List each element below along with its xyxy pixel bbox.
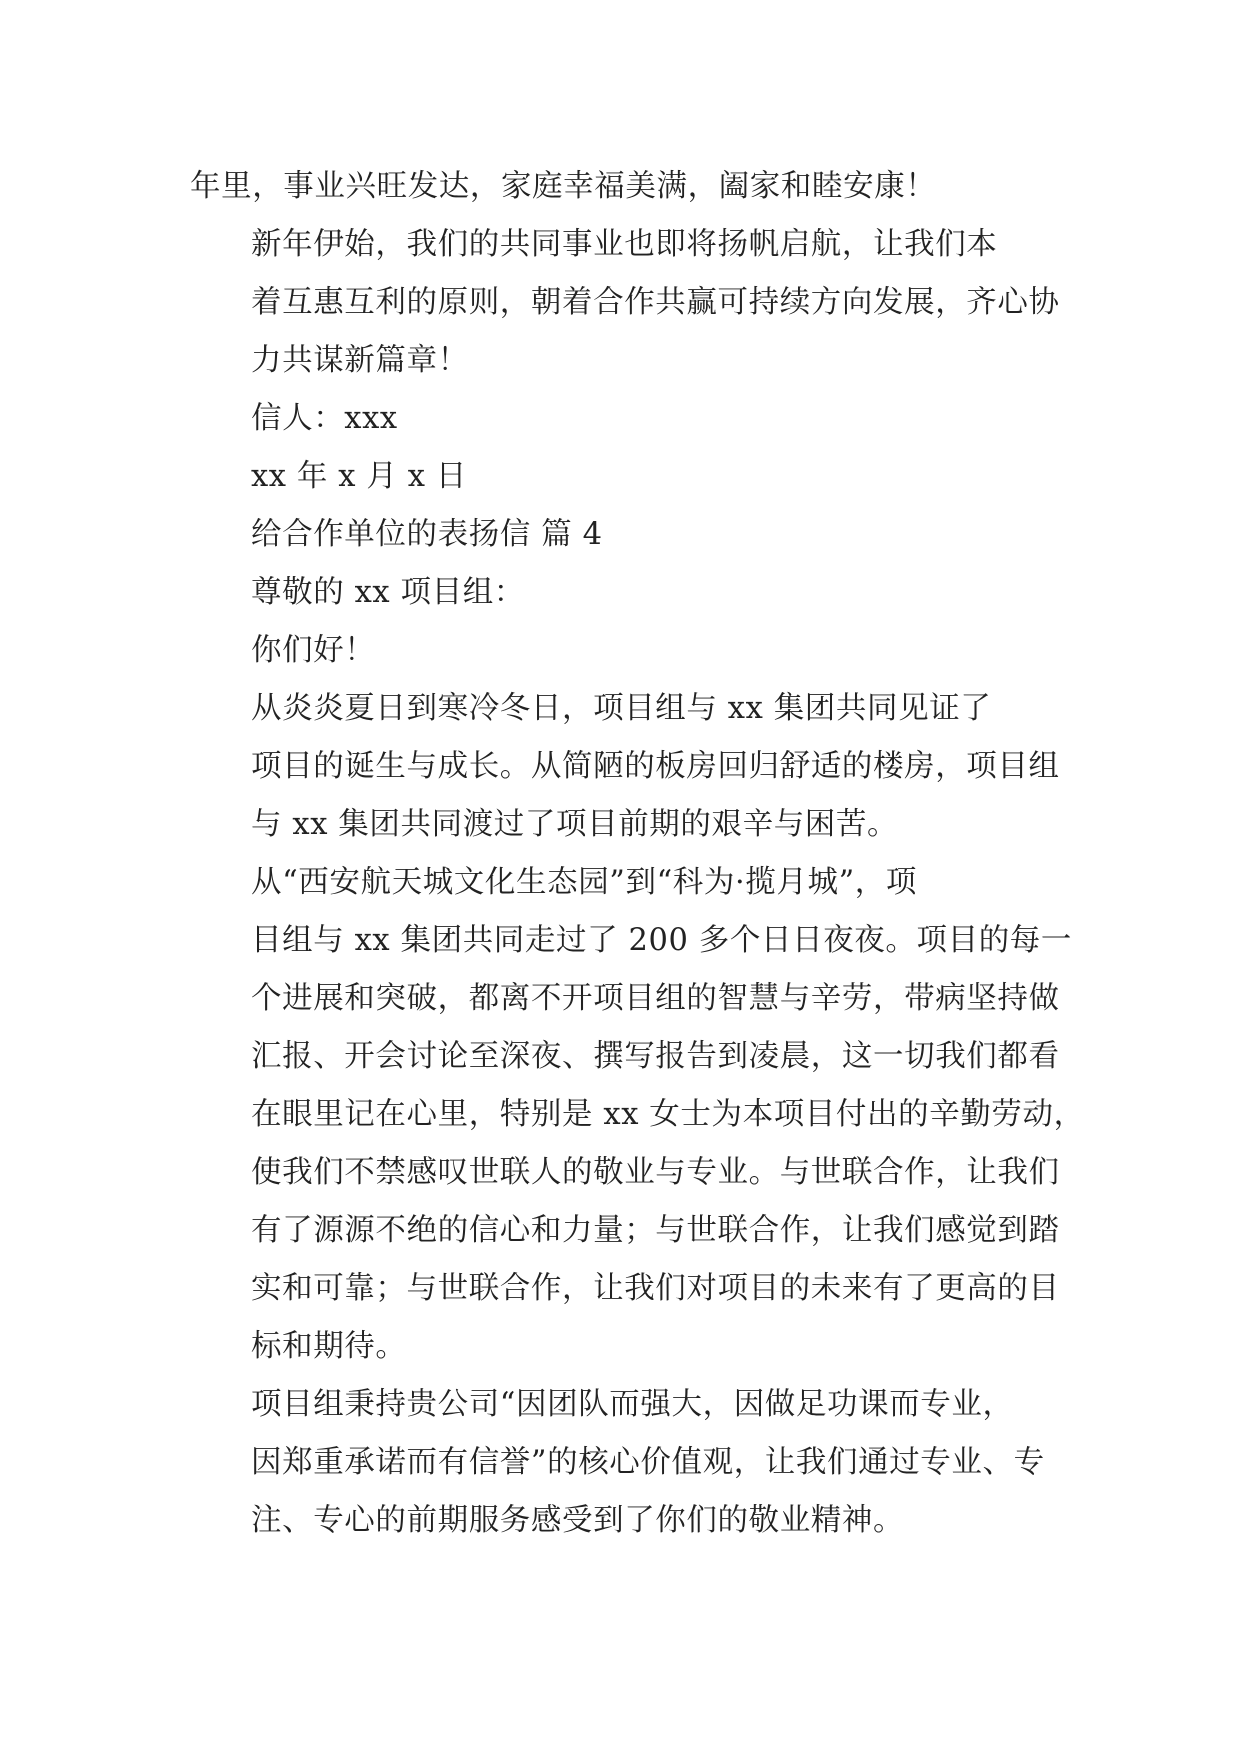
paragraph bbox=[190, 448, 1052, 506]
paragraph bbox=[190, 158, 1052, 216]
text-line: 有了源源不绝的信心和力量；与世联合作，让我们感觉到踏 bbox=[251, 1213, 1060, 1248]
text-line: 从“西安航天城文化生态园”到“科为·揽月城”，项 bbox=[251, 865, 917, 900]
text-line: 力共谋新篇章！ bbox=[251, 343, 469, 378]
text-line: 与 xx 集团共同渡过了项目前期的艰辛与困苦。 bbox=[251, 807, 899, 842]
paragraph bbox=[190, 680, 1060, 854]
paragraph bbox=[190, 506, 1052, 564]
text-line: 年里，事业兴旺发达，家庭幸福美满，阖家和睦安康！ bbox=[190, 169, 937, 204]
paragraph bbox=[190, 390, 1052, 448]
text-line: 新年伊始，我们的共同事业也即将扬帆启航，让我们本 bbox=[251, 227, 998, 262]
text-line: 项目组秉持贵公司“因团队而强大，因做足功课而专业， bbox=[251, 1387, 1014, 1422]
text-line: 信人：xxx bbox=[251, 401, 398, 436]
text-line: 目组与 xx 集团共同走过了 200 多个日日夜夜。项目的每一 bbox=[251, 923, 1072, 958]
paragraph bbox=[190, 564, 1052, 622]
document-body bbox=[190, 158, 1085, 1550]
text-line: 注、专心的前期服务感受到了你们的敬业精神。 bbox=[251, 1503, 905, 1538]
text-line: 因郑重承诺而有信誉”的核心价值观，让我们通过专业、专 bbox=[251, 1445, 1045, 1480]
text-line: 在眼里记在心里，特别是 xx 女士为本项目付出的辛勤劳动， bbox=[251, 1097, 1085, 1132]
text-line: 着互惠互利的原则，朝着合作共赢可持续方向发展，齐心协 bbox=[251, 285, 1060, 320]
text-line: 从炎炎夏日到寒冷冬日，项目组与 xx 集团共同见证了 bbox=[251, 691, 992, 726]
text-line: 标和期待。 bbox=[251, 1329, 407, 1364]
text-line: 汇报、开会讨论至深夜、撰写报告到凌晨，这一切我们都看 bbox=[251, 1039, 1060, 1074]
paragraph bbox=[190, 216, 1060, 390]
text-line: 使我们不禁感叹世联人的敬业与专业。与世联合作，让我们 bbox=[251, 1155, 1060, 1190]
text-line: 项目的诞生与成长。从简陋的板房回归舒适的楼房，项目组 bbox=[251, 749, 1060, 784]
text-line: xx 年 x 月 x 日 bbox=[251, 459, 467, 494]
paragraph bbox=[190, 854, 1085, 1376]
text-line: 个进展和突破，都离不开项目组的智慧与辛劳，带病坚持做 bbox=[251, 981, 1060, 1016]
text-line: 实和可靠；与世联合作，让我们对项目的未来有了更高的目 bbox=[251, 1271, 1060, 1306]
paragraph bbox=[190, 622, 1052, 680]
text-line: 尊敬的 xx 项目组： bbox=[251, 575, 525, 610]
paragraph bbox=[190, 1376, 1052, 1550]
text-line: 你们好！ bbox=[251, 633, 376, 668]
text-line: 给合作单位的表扬信 篇 4 bbox=[251, 517, 603, 552]
